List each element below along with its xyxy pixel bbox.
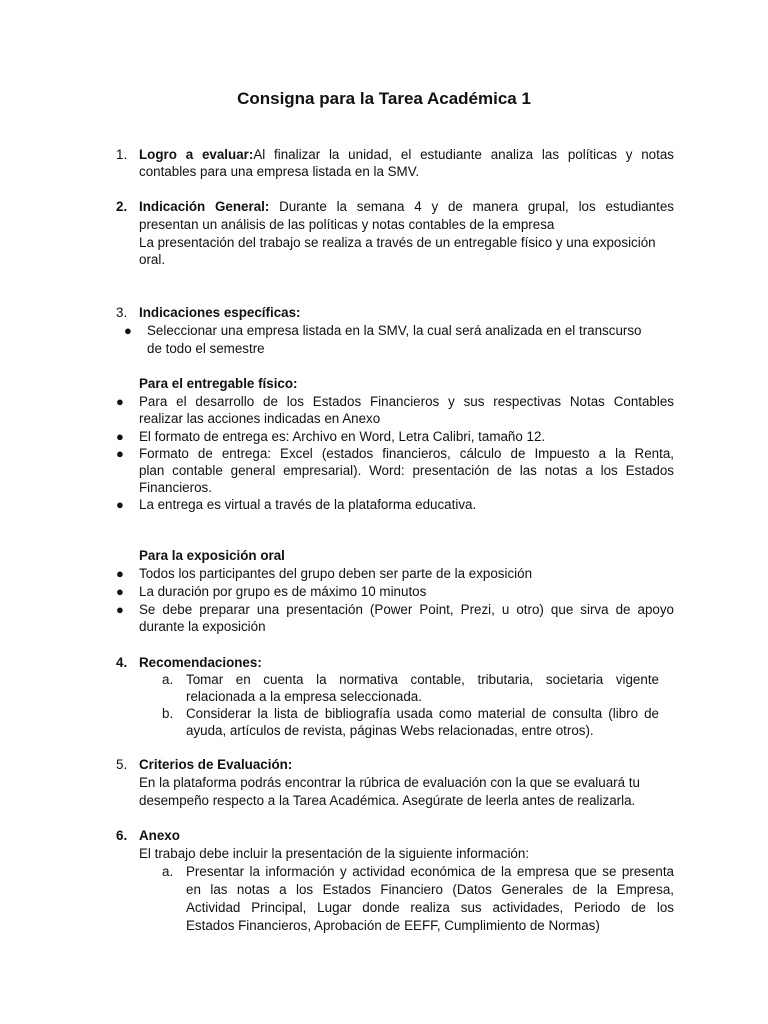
entregable-bullet-1-line-2: realizar las acciones indicadas en Anexo (139, 411, 381, 426)
section-2-line-3: La presentación del trabajo se realiza a través de un entregable físico y una exposición (139, 235, 656, 250)
section-6-number: 6. (116, 828, 128, 843)
section-3-heading: Indicaciones específicas: (139, 305, 301, 320)
entregable-bullet-3-line-3: Financieros. (139, 480, 212, 495)
section-5-line-1: En la plataforma podrás encontrar la rúbrica de evaluación con la que se evaluará tu (139, 775, 640, 790)
exposicion-bullet-2: La duración por grupo es de máximo 10 minutos (139, 584, 427, 599)
section-1-line-1: Logro a evaluar:Al finalizar la unidad, el estudiante analiza las políticas y notas (139, 147, 674, 162)
section-4-item-a-line-1: Tomar en cuenta la normativa contable, tributaria, societaria vigente (186, 672, 659, 687)
section-1-heading: Logro a evaluar: (139, 147, 254, 162)
section-6-item-a-line-3: Actividad Principal, Lugar donde realiza sus actividades, Periodo de los (186, 900, 674, 915)
section-4-item-b-line-1: Considerar la lista de bibliografía usada como material de consulta (libro de (186, 706, 659, 721)
section-6-item-a-marker: a. (162, 864, 174, 879)
section-3-bullet-1-line-1: Seleccionar una empresa listada en la SMV, la cual será analizada en el transcurso (147, 323, 642, 338)
section-5-line-2: desempeño respecto a la Tarea Académica. Asegúrate de leerla antes de realizarla. (139, 793, 636, 808)
section-4-number: 4. (116, 655, 128, 670)
exposicion-bullet-3-line-2: durante la exposición (139, 619, 266, 634)
section-5-number: 5. (116, 757, 128, 772)
section-6-item-a-line-1: Presentar la información y actividad económica de la empresa que se presenta (186, 864, 674, 879)
bullet-icon: ● (116, 429, 124, 444)
section-6-item-a-line-2: en las notas a los Estados Financiero (Datos Generales de la Empresa, (186, 882, 674, 897)
section-4-heading: Recomendaciones: (139, 655, 262, 670)
section-4-item-b-line-2: ayuda, artículos de revista, páginas Webs relacionadas, entre otros). (186, 723, 594, 738)
entregable-bullet-3-line-2: plan contable general empresarial). Word: presentación de las notas a los Estados (139, 463, 674, 478)
section-6-item-a-line-4: Estados Financieros, Aprobación de EEFF, Cumplimiento de Normas) (186, 918, 600, 933)
section-6-heading: Anexo (139, 828, 180, 843)
exposicion-heading: Para la exposición oral (139, 548, 285, 563)
section-1-number: 1. (116, 147, 128, 162)
bullet-icon: ● (116, 602, 124, 617)
exposicion-bullet-1: Todos los participantes del grupo deben ser parte de la exposición (139, 566, 533, 581)
bullet-icon: ● (124, 323, 132, 338)
section-6-line-1: El trabajo debe incluir la presentación de la siguiente información: (139, 846, 530, 861)
section-2-line-1: Indicación General: Durante la semana 4 y de manera grupal, los estudiantes (139, 199, 674, 214)
bullet-icon: ● (116, 446, 124, 461)
entregable-bullet-3-line-1: Formato de entrega: Excel (estados financieros, cálculo de Impuesto a la Renta, (139, 446, 674, 461)
section-2-number: 2. (116, 199, 128, 214)
exposicion-bullet-3-line-1: Se debe preparar una presentación (Power Point, Prezi, u otro) que sirva de apoyo (139, 602, 674, 617)
section-5-heading: Criterios de Evaluación: (139, 757, 293, 772)
bullet-icon: ● (116, 566, 124, 581)
section-3-bullet-1-line-2: de todo el semestre (147, 341, 265, 356)
section-4-item-a-line-2: relacionada a la empresa seleccionada. (186, 689, 422, 704)
entregable-heading: Para el entregable físico: (139, 376, 298, 391)
bullet-icon: ● (116, 584, 124, 599)
entregable-bullet-4: La entrega es virtual a través de la plataforma educativa. (139, 497, 477, 512)
section-4-item-b-marker: b. (162, 706, 174, 721)
section-2-line-2: presentan un análisis de las políticas y notas contables de la empresa (139, 217, 555, 232)
bullet-icon: ● (116, 394, 124, 409)
entregable-bullet-1-line-1: Para el desarrollo de los Estados Financieros y sus respectivas Notas Contables (139, 394, 674, 409)
section-2-heading: Indicación General: (139, 199, 270, 214)
section-1-line-2: contables para una empresa listada en la SMV. (139, 164, 420, 179)
section-4-item-a-marker: a. (162, 672, 174, 687)
section-3-number: 3. (116, 305, 128, 320)
bullet-icon: ● (116, 497, 124, 512)
section-2-line-4: oral. (139, 252, 166, 267)
entregable-bullet-2: El formato de entrega es: Archivo en Word, Letra Calibri, tamaño 12. (139, 429, 546, 444)
document-title: Consigna para la Tarea Académica 1 (237, 89, 531, 108)
